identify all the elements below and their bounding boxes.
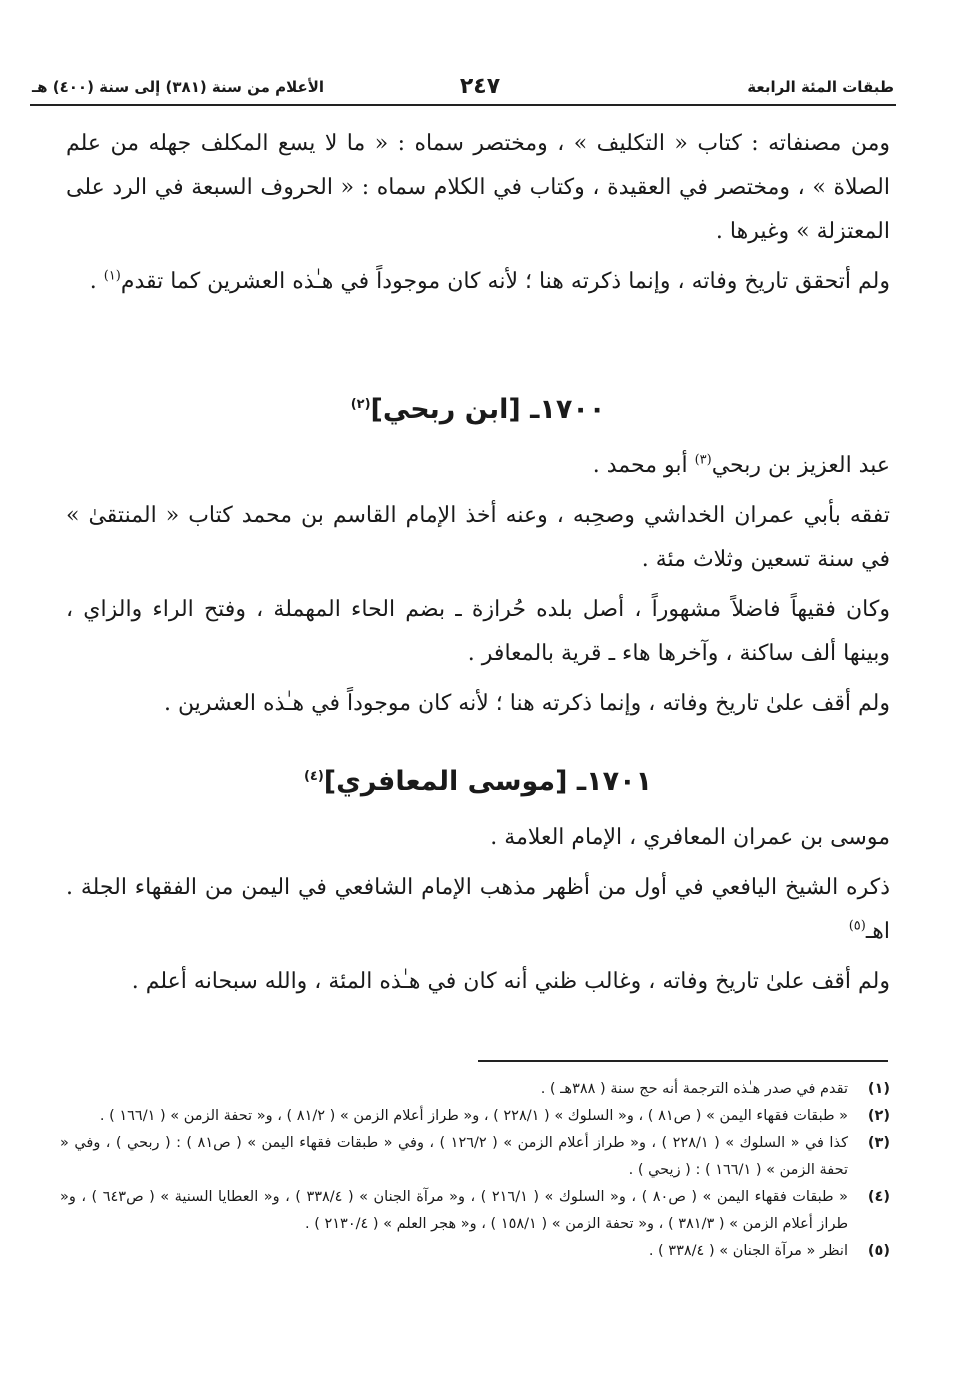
intro-section (66, 122, 890, 304)
entry-1701-paragraph-1 (66, 866, 890, 954)
footnote-ref-2: (٢) (350, 397, 371, 412)
intro-paragraph-2-text: ولم أتحقق تاريخ وفاته ، وإنما ذكرته هنا ؛ لأنه كان موجوداً في هـٰذه العشرين كما تقدم (120, 269, 890, 294)
entry-1701-paragraph-1-text: ذكره الشيخ اليافعي في أول من أظهر مذهب الإمام الشافعي في اليمن من الفقهاء الجلة . اهـ (66, 875, 890, 944)
entry-1700-title: ١٧٠٠ـ [ابن ربحي] (370, 394, 606, 425)
footnote-ref-5: (٥) (848, 918, 866, 934)
footnote-ref-3: (٣) (694, 452, 712, 468)
footnote-ref-4: (٤) (303, 769, 324, 784)
footnote-text: « طبقات فقهاء اليمن » ( ص٨١ ) ، و« السلوك » ( ٢٢٨/١ ) ، و« طراز أعلام الزمن » ( ٨١/٢ ) ، و« تحفة الزمن » ( ١٦٦/١ ) . (99, 1108, 848, 1124)
entry-1700-name (66, 444, 890, 488)
footnotes (60, 1076, 890, 1265)
running-header-left: الأعلام من سنة (٣٨١) إلى سنة (٤٠٠) هـ (32, 78, 325, 96)
intro-paragraph-2 (66, 260, 890, 304)
footnote-item (60, 1238, 890, 1265)
entry-1701-heading (0, 766, 956, 797)
footnote-item (60, 1130, 890, 1184)
footnote-ref-1: (١) (103, 268, 121, 284)
entry-1700-name-rest: أبو محمد . (592, 453, 695, 478)
entry-1700-body (66, 444, 890, 726)
footnote-text: كذا في « السلوك » ( ٢٢٨/١ ) ، و« طراز أعلام الزمن » ( ١٢٦/٢ ) ، وفي « طبقات فقهاء اليمن » ( ص٨١ ) : ( ربحي ) ، وفي « تحفة الزمن » ( ١٦٦/١ ) : ( زيحي ) . (60, 1135, 848, 1178)
entry-1701-paragraph-2: ولم أقف علىٰ تاريخ وفاته ، وغالب ظني أنه كان في هـٰذه المئة ، والله سبحانه أعلم . (131, 969, 890, 994)
footnote-item (60, 1103, 890, 1130)
footnote-text: « طبقات فقهاء اليمن » ( ص٨٠ ) ، و« السلوك » ( ٢١٦/١ ) ، و« مرآة الجنان » ( ٣٣٨/٤ ) ، و« العطايا السنية » ( ص٦٤٣ ) ، و« طراز أعلام الزمن » ( ٣٨١/٣ ) ، و« تحفة الزمن » ( ١٥٨/١ ) ، و« هجر العلم » ( ٢١٣٠/٤ ) . (60, 1189, 848, 1232)
footnote-number: (٤) (867, 1189, 890, 1205)
page-number: ٢٤٧ (459, 74, 501, 99)
footnote-text: تقدم في صدر هـٰذه الترجمة أنه حج سنة ( ٣٨٨هـ ) . (540, 1081, 848, 1097)
footnote-number: (٥) (867, 1243, 890, 1259)
entry-1701-name: موسى بن عمران المعافري ، الإمام العلامة . (490, 825, 890, 850)
running-header-right: طبقات المئة الرابعة (747, 78, 894, 96)
entry-1700-paragraph-3: ولم أقف علىٰ تاريخ وفاته ، وإنما ذكرته هنا ؛ لأنه كان موجوداً في هـٰذه العشرين . (163, 691, 890, 716)
footnote-number: (٣) (867, 1135, 890, 1151)
entry-1700-paragraph-1: تفقه بأبي عمران الخداشي وصحِبه ، وعنه أخذ الإمام القاسم بن محمد كتاب « المنتقىٰ » في سنة تسعين وثلاث مئة . (66, 503, 890, 572)
footnote-number: (١) (867, 1081, 890, 1097)
footnote-separator (478, 1060, 888, 1062)
entry-1700-heading (0, 394, 956, 425)
intro-paragraph-2-end: . (89, 269, 104, 294)
footnote-text: انظر « مرآة الجنان » ( ٣٣٨/٤ ) . (648, 1243, 848, 1259)
entry-1700-paragraph-2: وكان فقيهاً فاضلاً مشهوراً ، أصل بلده حُرازة ـ بضم الحاء المهملة ، وفتح الراء والزاي ، وبينها ألف ساكنة ، وآخرها هاء ـ قرية بالمعافر . (66, 597, 890, 666)
entry-1701-title: ١٧٠١ـ [موسى المعافري] (323, 766, 653, 797)
entry-1700-name-text: عبد العزيز بن ربحي (711, 453, 890, 478)
entry-1701-body (66, 816, 890, 1004)
intro-paragraph-1: ومن مصنفاته : كتاب « التكليف » ، ومختصر سماه : « ما لا يسع المكلف جهله من علم الصلاة » ، ومختصر في العقيدة ، وكتاب في الكلام سماه : « الحروف السبعة في الرد على المعتزلة » وغيرها . (66, 131, 890, 244)
footnote-item (60, 1184, 890, 1238)
header-rule (30, 104, 896, 106)
footnote-item (60, 1076, 890, 1103)
footnote-number: (٢) (867, 1108, 890, 1124)
